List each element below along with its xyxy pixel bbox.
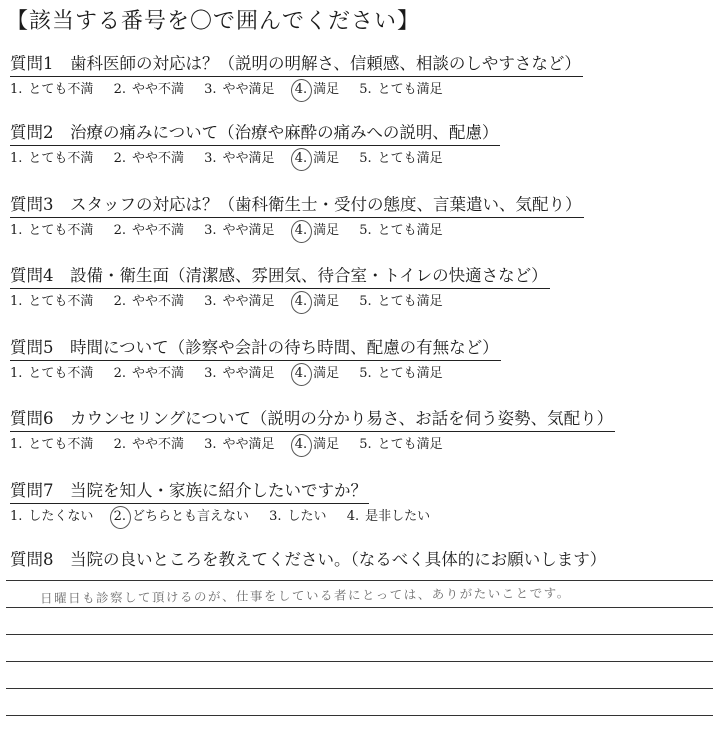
option-row (10, 364, 501, 384)
option-4-circled[interactable]: 4. 満足 (294, 294, 340, 309)
question-title: 質問1 歯科医師の対応は？（説明の明解さ、信頼感、相談のしやすさなど） (10, 52, 583, 77)
option-1[interactable]: 1. したくない (10, 509, 94, 524)
answer-line (6, 688, 713, 689)
question-6 (10, 407, 615, 455)
option-4[interactable]: 4. 是非したい (346, 509, 431, 524)
question-title: 質問5 時間について（診察や会計の待ち時間、配慮の有無など） (10, 336, 501, 361)
question-7 (10, 479, 446, 527)
option-3[interactable]: 3. やや満足 (204, 223, 275, 238)
option-row (10, 149, 500, 169)
option-3[interactable]: 3. やや満足 (204, 151, 275, 166)
question-2 (10, 121, 500, 169)
option-3[interactable]: 3. やや満足 (204, 366, 275, 381)
option-5[interactable]: 5. とても満足 (359, 294, 443, 309)
option-3[interactable]: 3. やや満足 (204, 294, 275, 309)
option-row (10, 435, 615, 455)
option-row (10, 292, 550, 312)
answer-line (6, 634, 713, 635)
option-2[interactable]: 2. やや不満 (113, 223, 184, 238)
question-title: 質問6 カウンセリングについて（説明の分かり易さ、お話を伺う姿勢、気配り） (10, 407, 615, 432)
answer-line (6, 607, 713, 608)
question-title: 質問4 設備・衛生面（清潔感、雰囲気、待合室・トイレの快適さなど） (10, 264, 550, 289)
option-3[interactable]: 3. やや満足 (204, 82, 275, 97)
question-4 (10, 264, 550, 312)
option-1[interactable]: 1. とても不満 (10, 294, 94, 309)
question-3 (10, 193, 584, 241)
option-1[interactable]: 1. とても不満 (10, 437, 94, 452)
form-heading: 【該当する番号を〇で囲んでください】 (6, 9, 421, 34)
option-4-circled[interactable]: 4. 満足 (294, 223, 340, 238)
option-5[interactable]: 5. とても満足 (359, 437, 443, 452)
handwritten-answer: 日曜日も診察して頂けるのが、仕事をしている者にとっては、ありがたいことです。 (39, 585, 571, 606)
option-5[interactable]: 5. とても満足 (359, 366, 443, 381)
option-2[interactable]: 2. やや不満 (113, 294, 184, 309)
question-8 (10, 548, 608, 572)
option-5[interactable]: 5. とても満足 (359, 151, 443, 166)
answer-line (6, 661, 713, 662)
answer-line (6, 580, 713, 581)
option-5[interactable]: 5. とても満足 (359, 82, 443, 97)
question-title: 質問2 治療の痛みについて（治療や麻酔の痛みへの説明、配慮） (10, 121, 500, 146)
option-2[interactable]: 2. やや不満 (113, 151, 184, 166)
question-title: 質問8 当院の良いところを教えてください。（なるべく具体的にお願いします） (10, 550, 607, 569)
option-2[interactable]: 2. やや不満 (113, 437, 184, 452)
question-5 (10, 336, 501, 384)
option-3[interactable]: 3. したい (269, 509, 327, 524)
option-4-circled[interactable]: 4. 満足 (294, 82, 340, 97)
option-row (10, 507, 446, 527)
option-1[interactable]: 1. とても不満 (10, 82, 94, 97)
option-1[interactable]: 1. とても不満 (10, 223, 94, 238)
option-1[interactable]: 1. とても不満 (10, 151, 94, 166)
option-row (10, 80, 583, 100)
question-1 (10, 52, 583, 100)
question-title: 質問7 当院を知人・家族に紹介したいですか？ (10, 479, 369, 504)
option-2[interactable]: 2. やや不満 (113, 82, 184, 97)
option-4-circled[interactable]: 4. 満足 (294, 151, 340, 166)
option-4-circled[interactable]: 4. 満足 (294, 366, 340, 381)
option-2[interactable]: 2. やや不満 (113, 366, 184, 381)
option-4-circled[interactable]: 4. 満足 (294, 437, 340, 452)
option-row (10, 221, 584, 241)
option-5[interactable]: 5. とても満足 (359, 223, 443, 238)
option-2-circled[interactable]: 2. どちらとも言えない (113, 509, 249, 524)
question-title: 質問3 スタッフの対応は？（歯科衛生士・受付の態度、言葉遣い、気配り） (10, 193, 584, 218)
option-1[interactable]: 1. とても不満 (10, 366, 94, 381)
answer-line (6, 715, 713, 716)
option-3[interactable]: 3. やや満足 (204, 437, 275, 452)
